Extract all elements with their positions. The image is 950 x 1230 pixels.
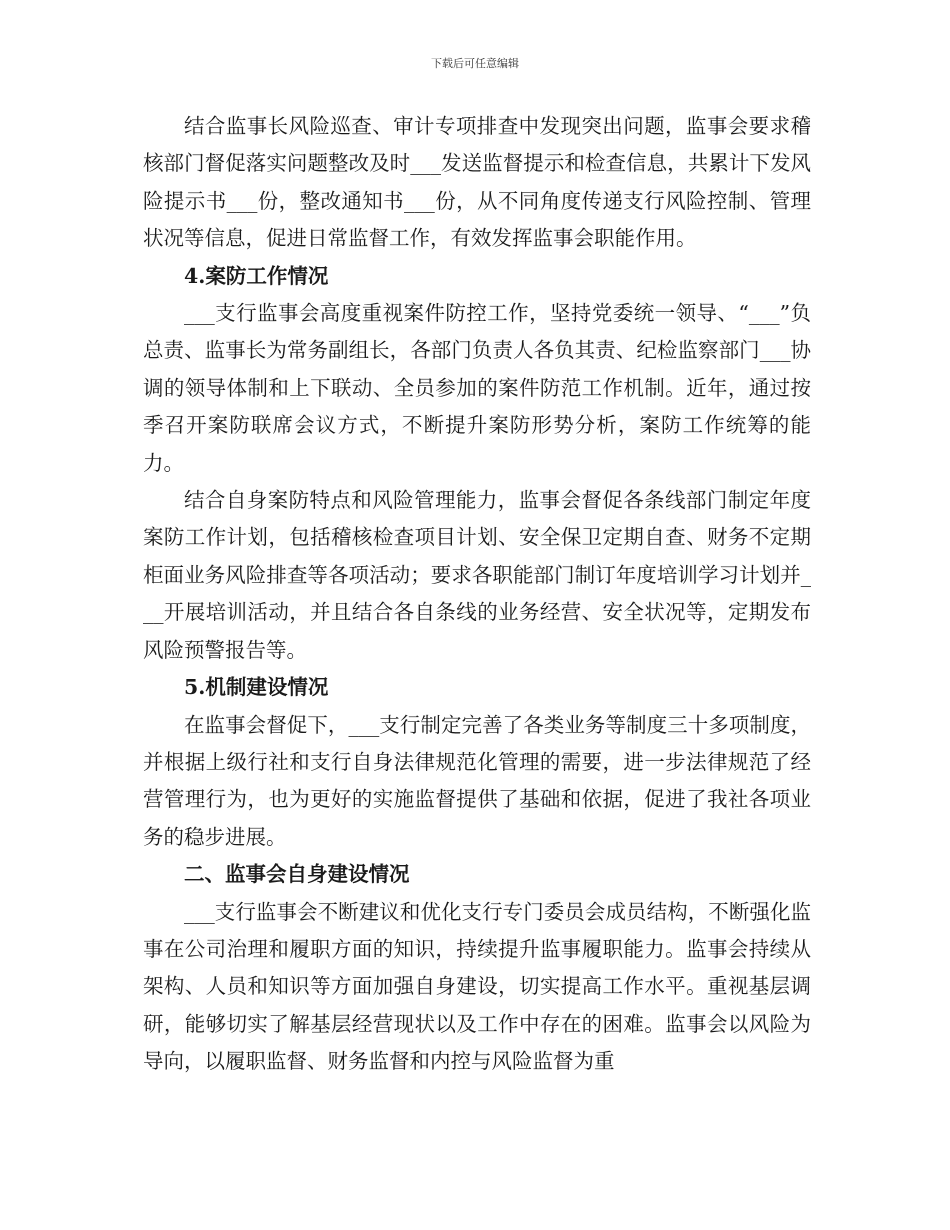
risk-paragraph: 结合监事长风险巡查、审计专项排查中发现突出问题，监事会要求稽核部门督促落实问题整改及时___发送监督提示和检查信息，共累计下发风险提示书___份，整改通知书___份，从不同角度传递支行风险控制、管理状况等信息，促进日常监督工作，有效发挥监事会职能作用。: [143, 114, 811, 251]
self-building-heading: 二、监事会自身建设情况: [184, 862, 410, 887]
page-header-note: 下载后可任意编辑: [431, 57, 519, 70]
case-prevention-paragraph-2: 结合自身案防特点和风险管理能力，监事会督促各条线部门制定年度案防工作计划，包括稽核检查项目计划、安全保卫定期自查、财务不定期柜面业务风险排查等各项活动；要求各职能部门制订年度培训学习计划并___开展培训活动，并且结合各自条线的业务经营、安全状况等，定期发布风险预警报告等。: [143, 488, 811, 662]
case-prevention-paragraph-1: ___支行监事会高度重视案件防控工作，坚持党委统一领导、“___”负总责、监事长为常务副组长，各部门负责人各负其责、纪检监察部门___协调的领导体制和上下联动、全员参加的案件防范工作机制。近年，通过按季召开案防联席会议方式，不断提升案防形势分析，案防工作统筹的能力。: [143, 301, 811, 475]
mechanism-heading: 5.机制建设情况: [184, 675, 329, 700]
self-building-paragraph: ___支行监事会不断建议和优化支行专门委员会成员结构，不断强化监事在公司治理和履职方面的知识，持续提升监事履职能力。监事会持续从架构、人员和知识等方面加强自身建设，切实提高工作水平。重视基层调研，能够切实了解基层经营现状以及工作中存在的困难。监事会以风险为导向，以履职监督、财务监督和内控与风险监督为重: [143, 899, 811, 1074]
mechanism-paragraph: 在监事会督促下，___支行制定完善了各类业务等制度三十多项制度，并根据上级行社和支行自身法律规范化管理的需要，进一步法律规范了经营管理行为，也为更好的实施监督提供了基础和依据，促进了我社各项业务的稳步进展。: [143, 712, 811, 849]
case-prevention-heading: 4.案防工作情况: [184, 263, 329, 288]
document-body: [143, 108, 811, 1081]
